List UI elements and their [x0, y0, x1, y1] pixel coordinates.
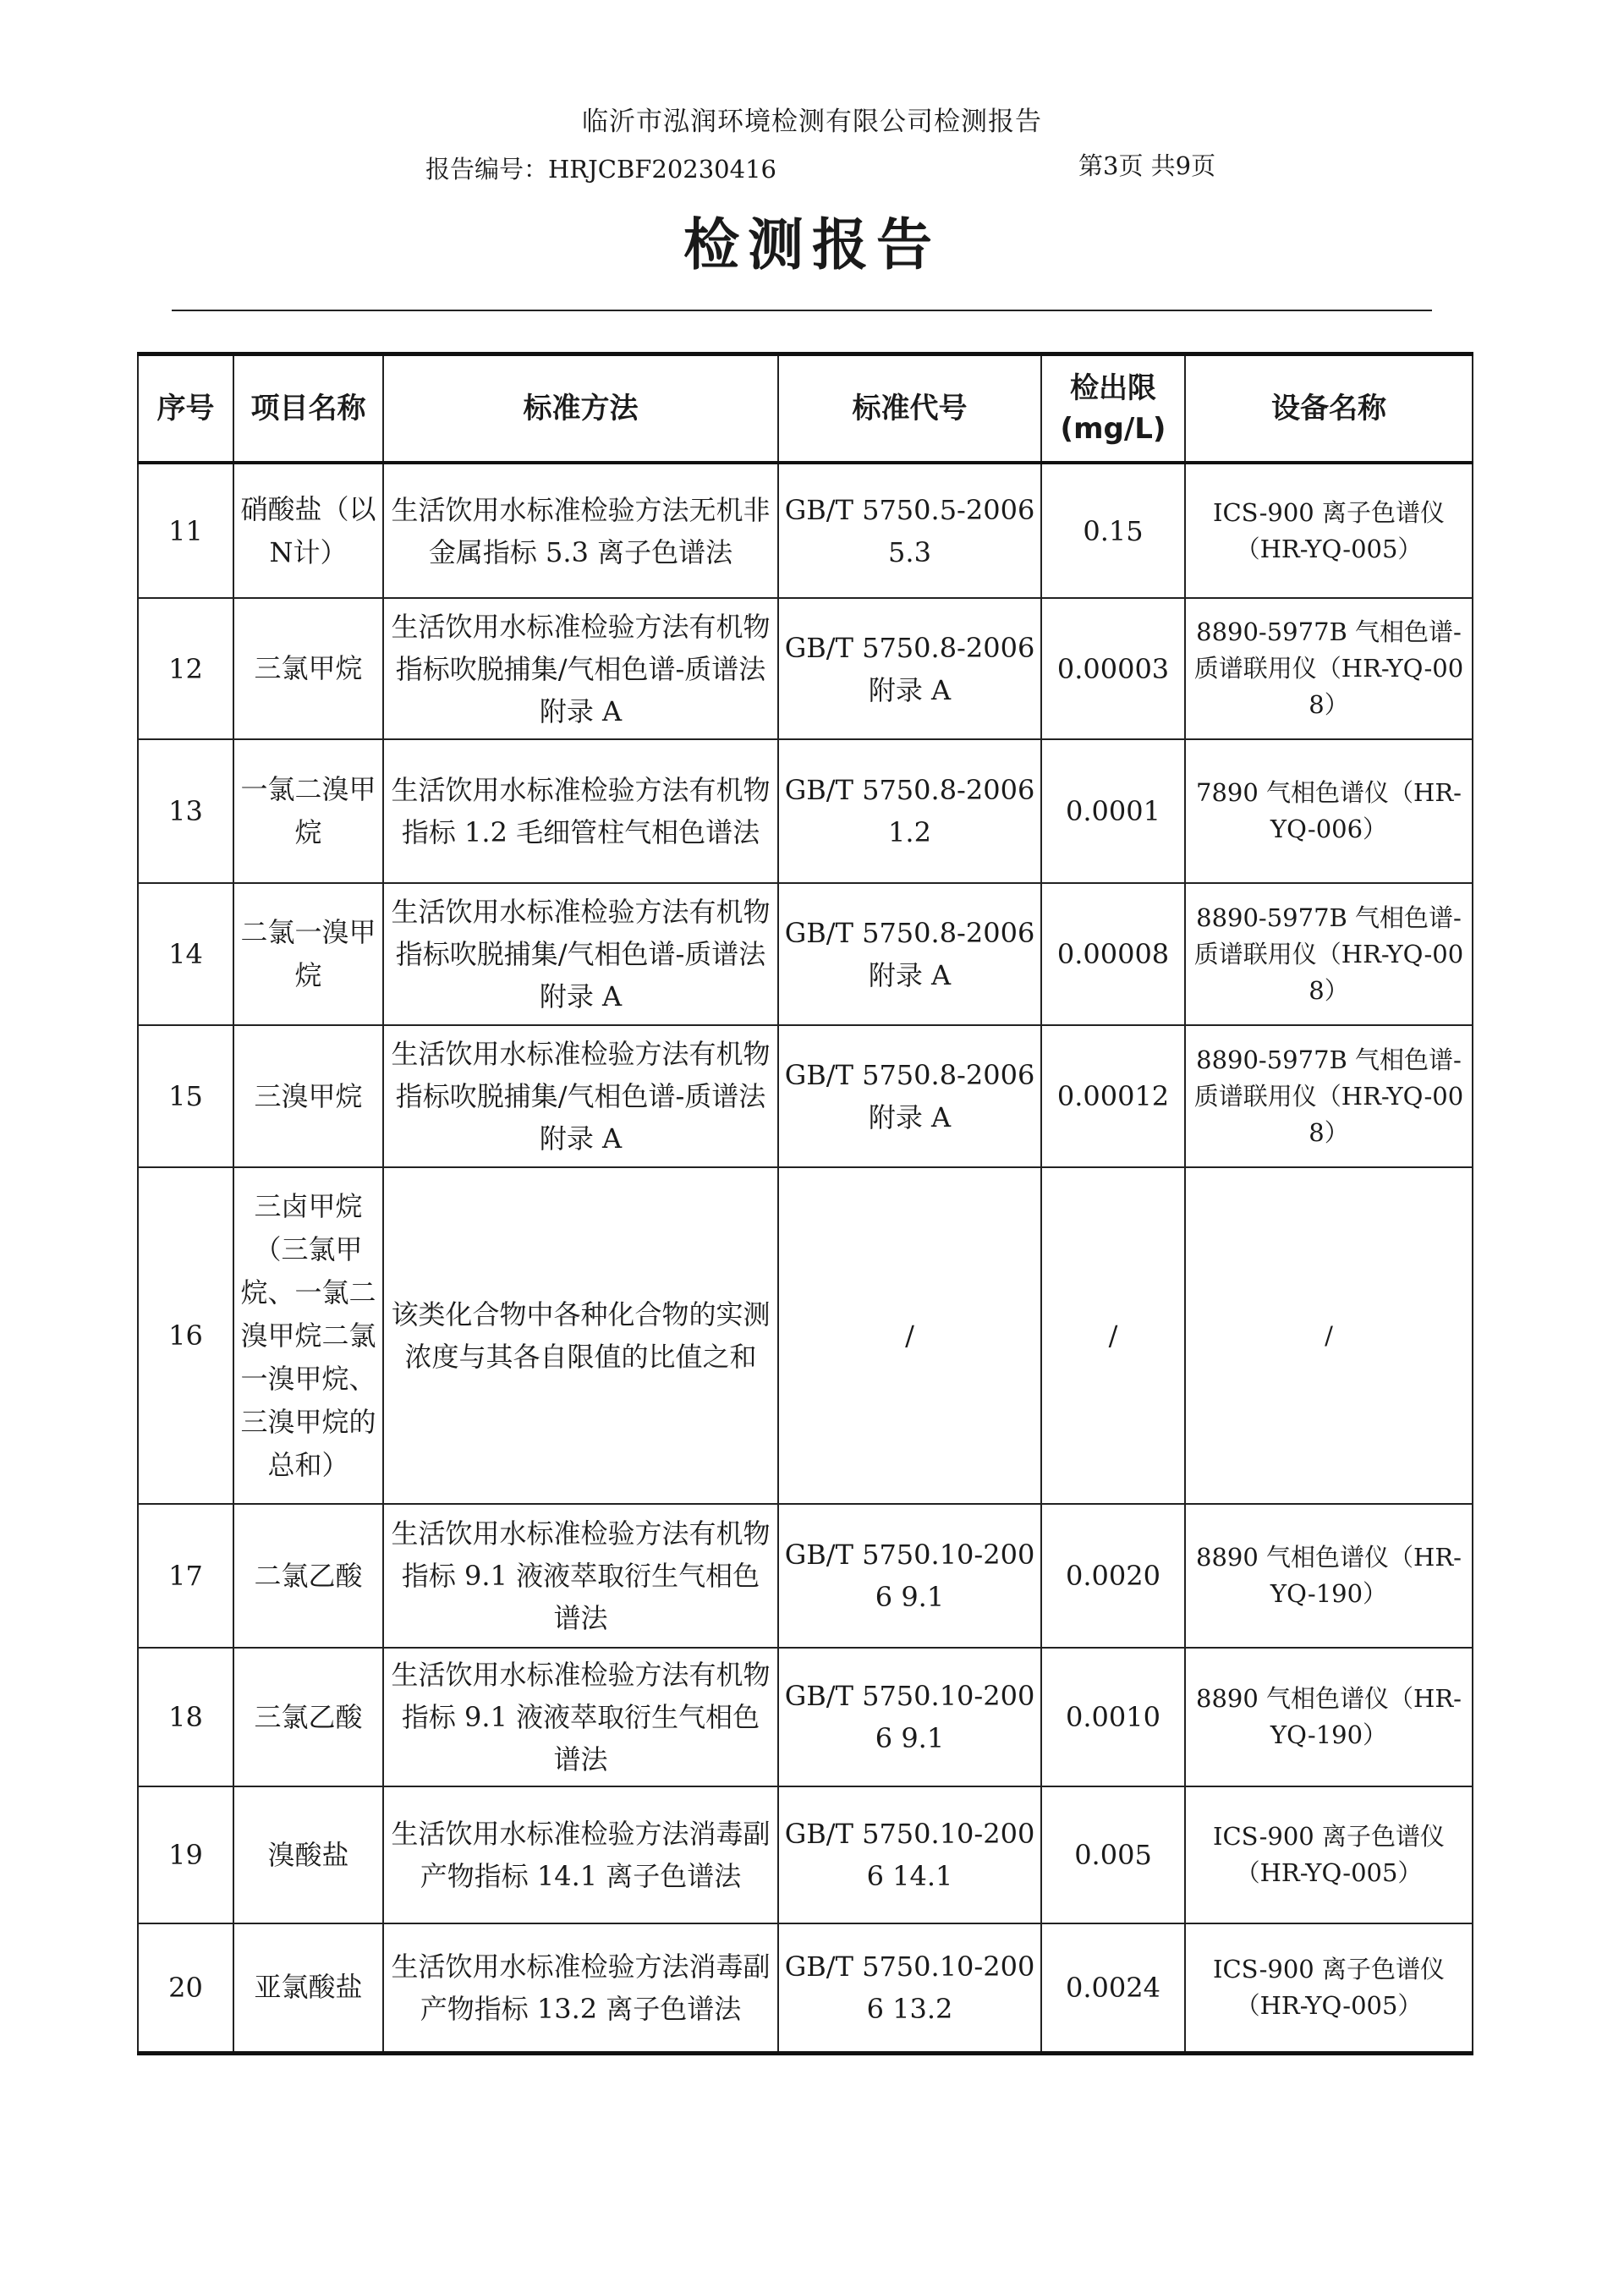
cell-method: 生活饮用水标准检验方法无机非金属指标 5.3 离子色谱法 — [383, 463, 778, 598]
report-number: 报告编号：HRJCBF20230416 — [425, 155, 776, 184]
table-row — [138, 883, 1473, 1025]
col-header-code: 标准代号 — [778, 354, 1041, 464]
cell-no: 14 — [138, 883, 233, 1025]
cell-method: 生活饮用水标准检验方法消毒副产物指标 13.2 离子色谱法 — [383, 1923, 778, 2053]
table-header-row — [138, 354, 1473, 464]
col-header-limit: 检出限 (mg/L) — [1041, 354, 1185, 464]
cell-item: 二氯乙酸 — [233, 1504, 383, 1648]
cell-code: GB/T 5750.8-2006 附录 A — [778, 1025, 1041, 1167]
cell-equipment: / — [1185, 1167, 1473, 1504]
cell-limit: 0.00012 — [1041, 1025, 1185, 1167]
cell-item: 硝酸盐（以N计） — [233, 463, 383, 598]
cell-no: 17 — [138, 1504, 233, 1648]
cell-equipment: 8890-5977B 气相色谱-质谱联用仪（HR-YQ-008） — [1185, 883, 1473, 1025]
cell-code: GB/T 5750.5-2006 5.3 — [778, 463, 1041, 598]
cell-equipment: ICS-900 离子色谱仪（HR-YQ-005） — [1185, 1786, 1473, 1923]
cell-item: 溴酸盐 — [233, 1786, 383, 1923]
cell-equipment: 7890 气相色谱仪（HR-YQ-006） — [1185, 739, 1473, 883]
cell-item: 三卤甲烷（三氯甲烷、一氯二溴甲烷二氯一溴甲烷、三溴甲烷的总和） — [233, 1167, 383, 1504]
cell-code: GB/T 5750.8-2006 1.2 — [778, 739, 1041, 883]
cell-limit: 0.0020 — [1041, 1504, 1185, 1648]
cell-method: 生活饮用水标准检验方法有机物指标吹脱捕集/气相色谱-质谱法 附录 A — [383, 598, 778, 739]
cell-equipment: 8890-5977B 气相色谱-质谱联用仪（HR-YQ-008） — [1185, 598, 1473, 739]
cell-limit: 0.0001 — [1041, 739, 1185, 883]
table-row — [138, 1025, 1473, 1167]
table-row — [138, 739, 1473, 883]
cell-item: 一氯二溴甲烷 — [233, 739, 383, 883]
cell-item: 亚氯酸盐 — [233, 1923, 383, 2053]
cell-method: 生活饮用水标准检验方法有机物指标 1.2 毛细管柱气相色谱法 — [383, 739, 778, 883]
cell-method: 生活饮用水标准检验方法消毒副产物指标 14.1 离子色谱法 — [383, 1786, 778, 1923]
cell-equipment: 8890 气相色谱仪（HR-YQ-190） — [1185, 1504, 1473, 1648]
cell-code: GB/T 5750.8-2006 附录 A — [778, 883, 1041, 1025]
cell-limit: 0.15 — [1041, 463, 1185, 598]
cell-item: 三氯甲烷 — [233, 598, 383, 739]
table-row — [138, 1923, 1473, 2053]
table-row — [138, 598, 1473, 739]
cell-no: 11 — [138, 463, 233, 598]
cell-no: 19 — [138, 1786, 233, 1923]
cell-code: GB/T 5750.8-2006 附录 A — [778, 598, 1041, 739]
company-report-heading: 临沂市泓润环境检测有限公司检测报告 — [582, 107, 1042, 137]
col-header-no: 序号 — [138, 354, 233, 464]
cell-code: GB/T 5750.10-2006 9.1 — [778, 1648, 1041, 1786]
col-header-item: 项目名称 — [233, 354, 383, 464]
cell-limit: 0.0010 — [1041, 1648, 1185, 1786]
cell-method: 生活饮用水标准检验方法有机物指标吹脱捕集/气相色谱-质谱法 附录 A — [383, 1025, 778, 1167]
cell-equipment: 8890 气相色谱仪（HR-YQ-190） — [1185, 1648, 1473, 1786]
cell-equipment: ICS-900 离子色谱仪（HR-YQ-005） — [1185, 1923, 1473, 2053]
cell-code: GB/T 5750.10-2006 14.1 — [778, 1786, 1041, 1923]
cell-code: GB/T 5750.10-2006 9.1 — [778, 1504, 1041, 1648]
cell-limit: 0.00008 — [1041, 883, 1185, 1025]
col-header-method: 标准方法 — [383, 354, 778, 464]
header-divider — [172, 310, 1432, 311]
cell-limit: 0.005 — [1041, 1786, 1185, 1923]
cell-no: 20 — [138, 1923, 233, 2053]
cell-item: 三溴甲烷 — [233, 1025, 383, 1167]
cell-no: 18 — [138, 1648, 233, 1786]
cell-no: 15 — [138, 1025, 233, 1167]
cell-item: 三氯乙酸 — [233, 1648, 383, 1786]
table-row — [138, 1167, 1473, 1504]
cell-limit: 0.0024 — [1041, 1923, 1185, 2053]
table-row — [138, 1504, 1473, 1648]
cell-method: 生活饮用水标准检验方法有机物指标 9.1 液液萃取衍生气相色谱法 — [383, 1648, 778, 1786]
col-header-equipment: 设备名称 — [1185, 354, 1473, 464]
cell-no: 12 — [138, 598, 233, 739]
cell-limit: 0.00003 — [1041, 598, 1185, 739]
cell-limit: / — [1041, 1167, 1185, 1504]
cell-equipment: 8890-5977B 气相色谱-质谱联用仪（HR-YQ-008） — [1185, 1025, 1473, 1167]
cell-equipment: ICS-900 离子色谱仪（HR-YQ-005） — [1185, 463, 1473, 598]
cell-method: 该类化合物中各种化合物的实测浓度与其各自限值的比值之和 — [383, 1167, 778, 1504]
cell-item: 二氯一溴甲烷 — [233, 883, 383, 1025]
cell-method: 生活饮用水标准检验方法有机物指标 9.1 液液萃取衍生气相色谱法 — [383, 1504, 778, 1648]
page-title: 检测报告 — [683, 212, 941, 277]
table-row — [138, 1648, 1473, 1786]
cell-method: 生活饮用水标准检验方法有机物指标吹脱捕集/气相色谱-质谱法 附录 A — [383, 883, 778, 1025]
test-items-table — [137, 352, 1473, 2055]
cell-code: / — [778, 1167, 1041, 1504]
cell-code: GB/T 5750.10-2006 13.2 — [778, 1923, 1041, 2053]
page-indicator: 第3页 共9页 — [1078, 151, 1216, 180]
cell-no: 16 — [138, 1167, 233, 1504]
table-row — [138, 463, 1473, 598]
cell-no: 13 — [138, 739, 233, 883]
table-row — [138, 1786, 1473, 1923]
